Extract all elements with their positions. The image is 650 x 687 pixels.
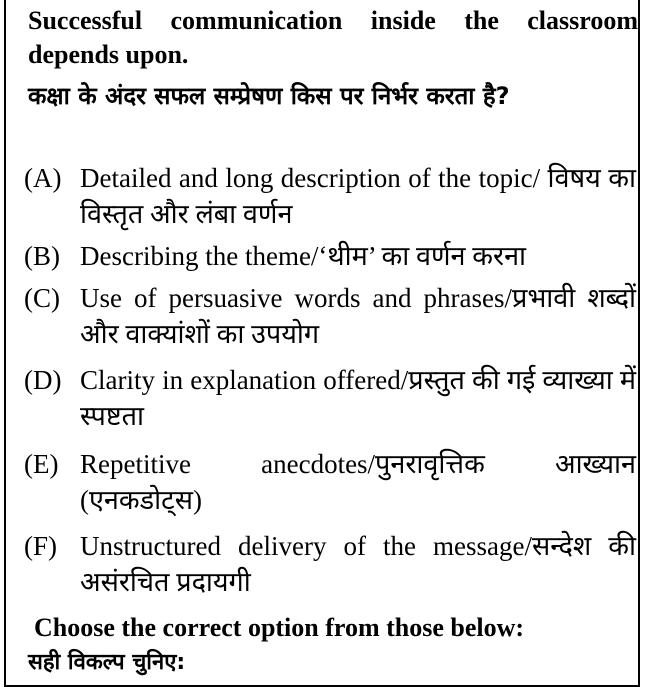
option-c-label: (C)	[24, 283, 60, 313]
option-b-text: Describing the theme/‘थीम’ का वर्णन करना	[80, 241, 527, 271]
question-text-english: Successful communication inside the classroom depends upon.	[28, 6, 638, 69]
option-a[interactable]	[24, 160, 636, 232]
question-text-hindi: कक्षा के अंदर सफल सम्प्रेषण किस पर निर्भर करता है?	[28, 82, 510, 110]
option-e[interactable]	[24, 446, 636, 518]
option-f[interactable]	[24, 528, 636, 600]
option-d-label: (D)	[24, 365, 62, 395]
option-a-text: Detailed and long description of the topic/ विषय का विस्तृत और लंबा वर्णन	[80, 163, 636, 229]
option-a-label: (A)	[24, 163, 62, 193]
option-d[interactable]	[24, 362, 636, 434]
instruction-english: Choose the correct option from those below:	[34, 613, 525, 642]
option-f-label: (F)	[24, 531, 57, 561]
option-e-text: Repetitive anecdotes/पुनरावृत्तिक आख्यान (एनकडोट्स)	[80, 449, 636, 515]
instruction-hindi: सही विकल्प चुनिए:	[28, 650, 186, 675]
option-d-text: Clarity in explanation offered/प्रस्तुत की गई व्याख्या में स्पष्टता	[80, 365, 636, 431]
option-b-label: (B)	[24, 241, 60, 271]
option-f-text: Unstructured delivery of the message/सन्देश की असंरचित प्रदायगी	[80, 531, 636, 597]
option-e-label: (E)	[24, 449, 59, 479]
option-c-text: Use of persuasive words and phrases/प्रभावी शब्दों और वाक्यांशों का उपयोग	[80, 283, 636, 349]
option-c[interactable]	[24, 280, 636, 352]
option-b[interactable]	[24, 238, 636, 274]
